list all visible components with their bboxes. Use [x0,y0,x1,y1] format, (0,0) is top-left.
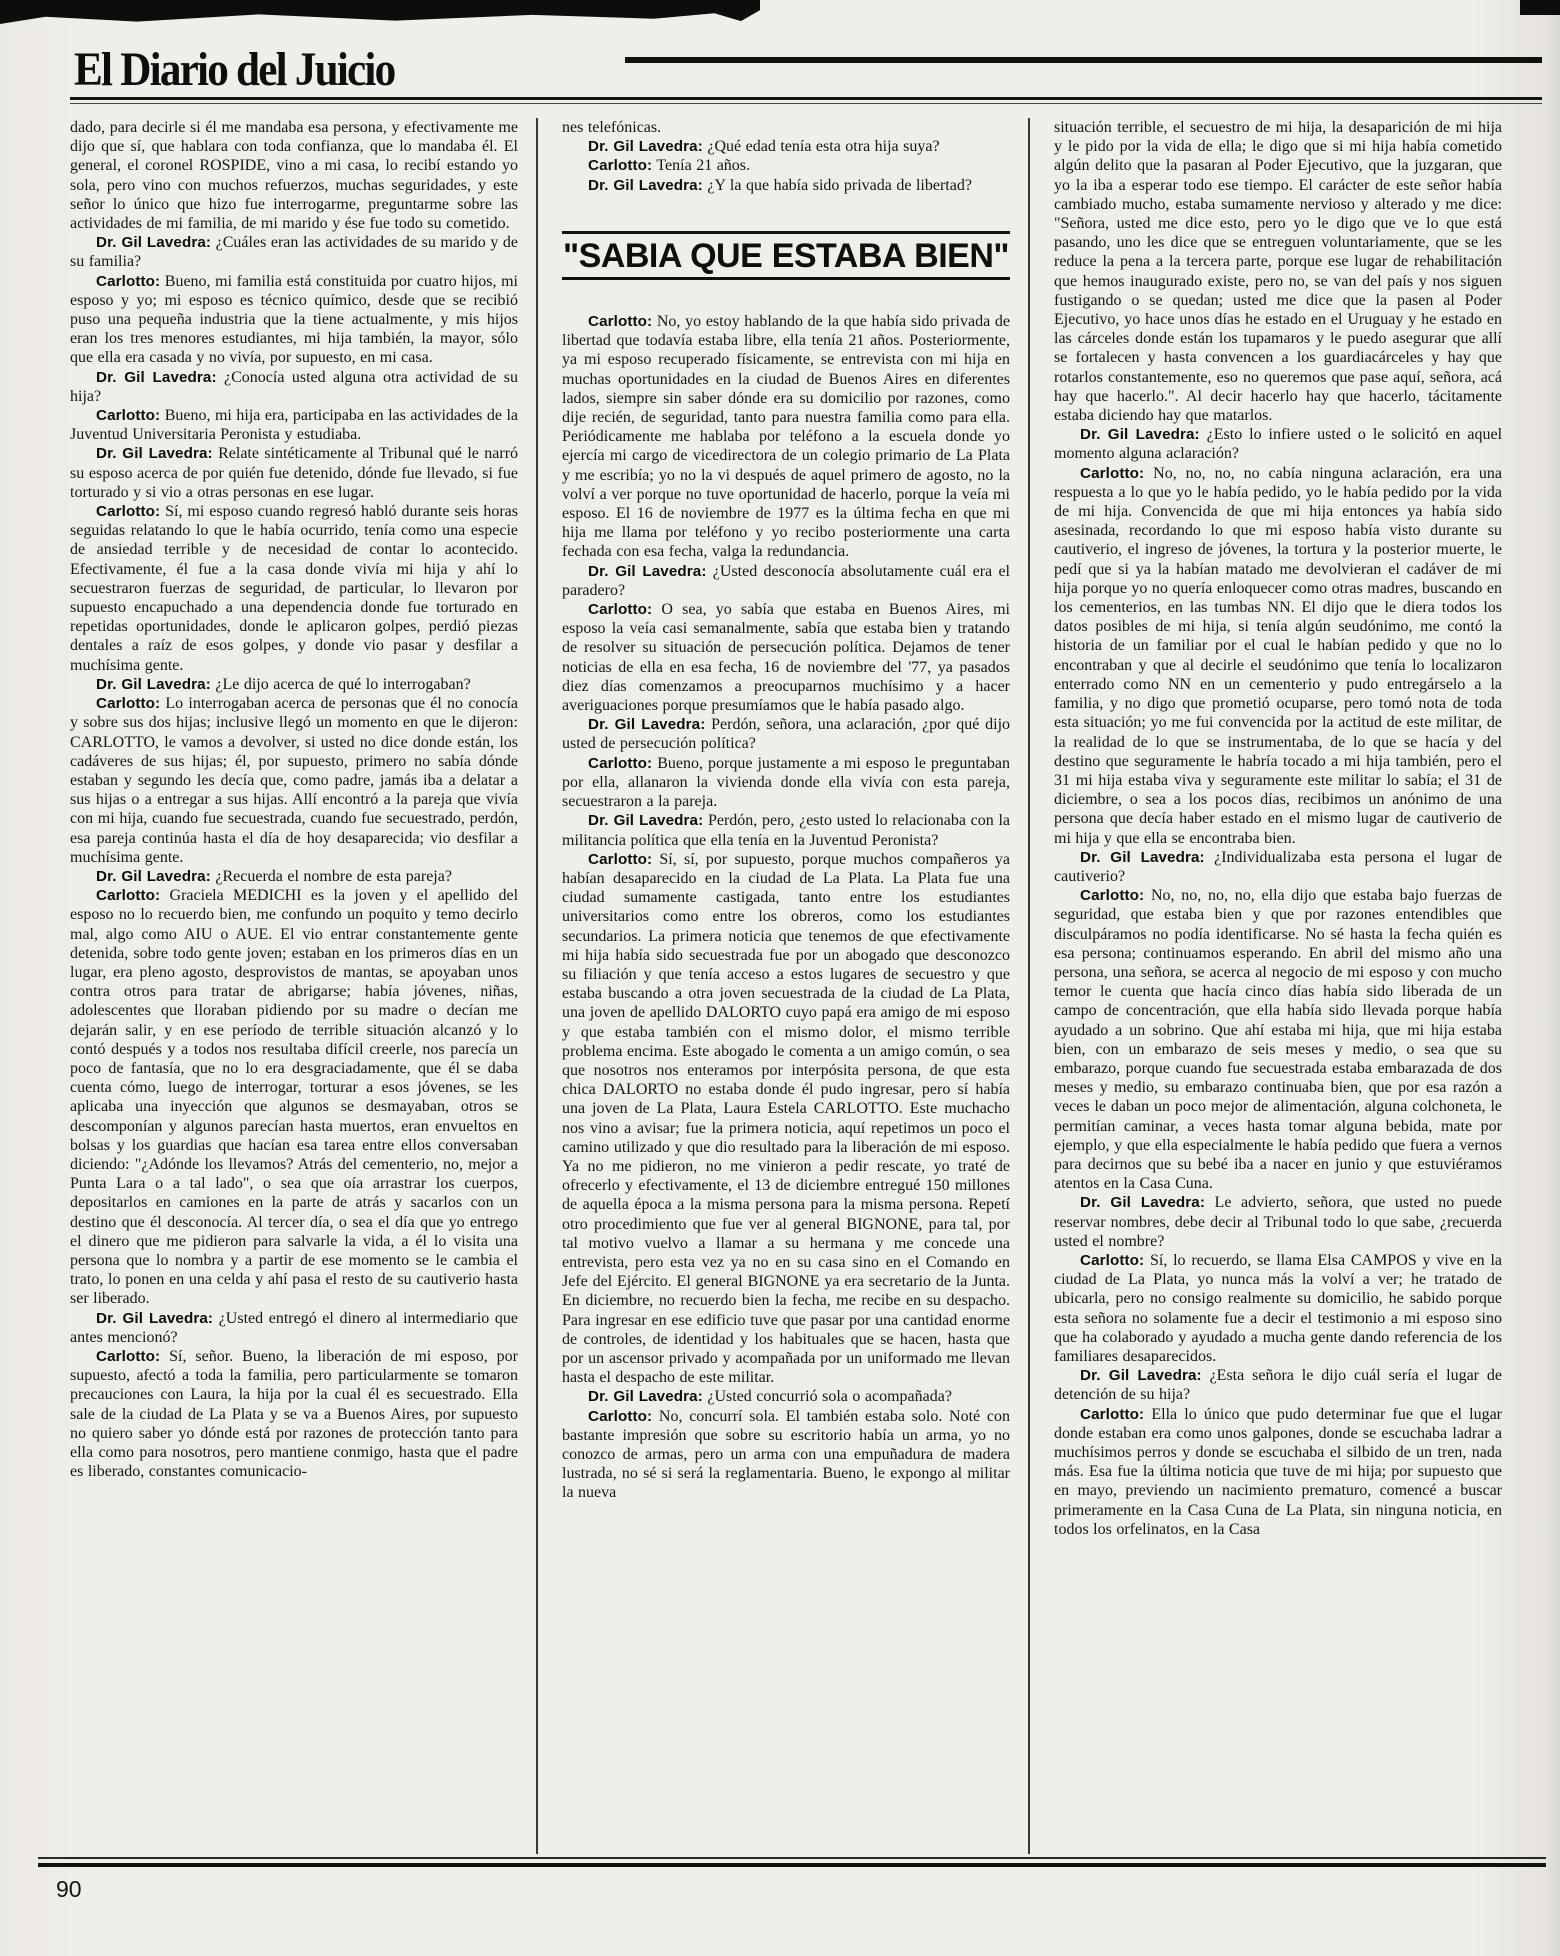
dialogue-paragraph [562,312,1010,562]
paragraph-text: ¿Usted desconocía absolutamente cuál era el paradero? [562,562,1010,599]
article-column-2 [562,118,1010,1860]
section-headline: "SABIA QUE ESTABA BIEN" [562,231,1010,280]
paragraph-text: Perdón, pero, ¿esto usted lo relacionaba con la militancia política que ella tenía en la Juventud Peronista? [562,812,1010,849]
paragraph-text: ¿Cuáles eran las actividades de su marido y de su familia? [70,234,518,271]
dialogue-paragraph [562,562,1010,600]
dialogue-paragraph [1054,1193,1502,1251]
paragraph-text: No, yo estoy hablando de la que había sido privada de libertad que todavía estaba libre, ella tenía 21 años. Posteriormente, ya mi esposo recuperado físicamente, se entrevista con mi hija en muchas oportunidades en la ciudad de Buenos Aires en diferentes lados, siempre sin saber dónde era su domicilio por razones, como dije recién, de seguridad, tanto para nuestra familia como para ella. Periódicamente me hablaba por teléfono a la escuela donde yo ejercía mi cargo de vicedirectora de un colegio primario de La Plata y me escribía; yo no la vi después de aquel primero de agosto, no la volví a ver porque no tuve oportunidad de hacerlo, porque la veía mi esposo. El 16 de noviembre de 1977 es la última fecha en que mi hija me llama por teléfono y yo recibo posteriormente una carta fechada con esa fecha, valga la redundancia. [562,313,1010,561]
paragraph-text: Bueno, mi familia está constituida por cuatro hijos, mi esposo y yo; mi esposo es técnico químico, desde que se recibió puso una pequeña industria que la tiene actualmente, y mis hijos eran los tres menores estudiantes, mi hija también, la mayor, sólo que ella era casada y no vivía, por supuesto, en mi casa. [70,272,518,367]
masthead-underline [70,97,1542,100]
paragraph-text: O sea, yo sabía que estaba en Buenos Aires, mi esposo la veía casi semanalmente, sabía que estaba bien y tratando de resolver su situación de persecución política. Dejamos de tener noticias de ella en esa fecha, 16 de noviembre del '77, ya pasados diez días comenzamos a preocuparnos muchísimo y a hacer averiguaciones porque presumíamos que le había pasado algo. [562,601,1010,715]
dialogue-paragraph [70,675,518,694]
speaker-label: Carlotto: [96,887,161,905]
dialogue-paragraph [70,406,518,444]
speaker-label: Dr. Gil Lavedra: [588,812,704,830]
speaker-label: Carlotto: [1080,1251,1145,1269]
dialogue-paragraph [70,368,518,406]
dialogue-paragraph [70,1347,518,1481]
masthead-underline-thin [70,103,1542,104]
scan-artifact-top-right-bar [1520,0,1560,15]
speaker-label: Dr. Gil Lavedra: [96,867,211,885]
paragraph-text: Sí, lo recuerdo, se llama Elsa CAMPOS y vive en la ciudad de La Plata, yo nunca más la volví a ver; he tratado de ubicarla, pero no consigo realmente su domicilio, he sabido porque esta señora no solamente fue a decir el testimonio a mi esposo sino que ha colaborado y ayudado a mucha gente dando referencia de los familiares desaparecidos. [1054,1251,1502,1365]
dialogue-paragraph [70,694,518,867]
speaker-label: Dr. Gil Lavedra: [1080,1367,1202,1385]
speaker-label: Carlotto: [96,1348,161,1365]
paragraph-text: Tenía 21 años. [656,157,751,175]
dialogue-paragraph [1054,425,1502,463]
dialogue-paragraph [562,1407,1010,1503]
dialogue-paragraph [562,600,1010,715]
dialogue-paragraph [562,811,1010,849]
paragraph-text: ¿Qué edad tenía esta otra hija suya? [707,138,940,156]
dialogue-paragraph [562,715,1010,753]
speaker-label: Carlotto: [96,272,161,290]
dialogue-paragraph [70,272,518,368]
speaker-label: Dr. Gil Lavedra: [588,716,706,734]
paragraph-text: ¿Individualizaba esta persona el lugar de cautiverio? [1054,848,1502,885]
paragraph-text: ¿Usted concurrió sola o acompañada? [707,1388,952,1406]
dialogue-paragraph [70,444,518,502]
dialogue-paragraph [1054,464,1502,848]
dialogue-paragraph [70,886,518,1308]
speaker-label: Dr. Gil Lavedra: [1080,426,1200,444]
paragraph-text: Ella lo único que pudo determinar fue que el lugar donde estaban era como unos galpones, donde se escuchaba ladrar a muchísimos perros y donde se escuchaba el silbido de un tren, nada más. Esa fue la última noticia que tuve de mi hija; por supuesto que en mayo, previendo un nacimiento prematuro, comencé a buscar primeramente en la Casa Cuna de La Plata, sin ninguna noticia, en todos los orfelinatos, en la Casa [1054,1405,1502,1538]
speaker-label: Carlotto: [96,407,161,425]
speaker-label: Carlotto: [96,695,161,713]
speaker-label: Dr. Gil Lavedra: [96,1309,214,1327]
speaker-label: Carlotto: [96,503,161,521]
paragraph-text: ¿Le dijo acerca de qué lo interrogaban? [215,675,471,693]
dialogue-paragraph [70,1309,518,1347]
dialogue-paragraph [1054,1405,1502,1539]
footer-rule-thick [38,1863,1546,1867]
paragraph-text: Bueno, mi hija era, participaba en las actividades de la Juventud Universitaria Peronista y estudiaba. [70,407,518,444]
speaker-label: Carlotto: [588,601,653,619]
paragraph-text: ¿Esta señora le dijo cuál sería el lugar de detención de su hija? [1054,1367,1502,1404]
footer-rule-thin [38,1857,1546,1859]
dialogue-paragraph [1054,848,1502,886]
body-paragraph [70,118,518,233]
speaker-label: Carlotto: [588,1407,653,1425]
dialogue-paragraph [70,502,518,675]
dialogue-paragraph [562,1387,1010,1406]
speaker-label: Carlotto: [588,157,653,175]
page-number: 90 [56,1876,82,1902]
paragraph-text: ¿Recuerda el nombre de esta pareja? [215,867,452,885]
speaker-label: Carlotto: [588,754,653,772]
paragraph-text: No, no, no, no cabía ninguna aclaración, era una respuesta a lo que yo le había pedido, yo le había pedido por la vida de mi hija. Convencida de que mi hija entonces ya había sido asesinada, recordando lo que mi esposo había visto durante su cautiverio, el ingreso de jóvenes, la tortura y la posterior muerte, le pedí que si ya la habían matado me devolvieran el cadáver de mi hija porque yo no quería enloquecer como otras madres, buscando en los cementerios, en las tumbas NN. El dijo que le diera todos los datos posibles de mi hija, si tenía algún seudónimo, me contó la historia de un familiar por el cual le habían pedido y que no lo encontraban y que al decirle el seudónimo que tenía lo localizaron enterrado como NN en un cementerio y pudo entregárselo a la familia, y no digo que prometió ocuparse, pero tomó nota de toda esta situación; yo me fui convencida por la actitud de este militar, de la realidad de lo que se instrumentaba, de lo que se hacía y del destino que seguramente le habría tocado a mi hija también, pero el 31 mi hija estaba viva y seguramente este militar lo sabía; el 31 de diciembre, o sea a los pocos días, recibimos un anónimo de una persona que decía haber estado en el mismo lugar de cautiverio de mi hija y que ella se encontraba bien. [1054,464,1502,847]
speaker-label: Dr. Gil Lavedra: [588,176,703,194]
speaker-label: Dr. Gil Lavedra: [1080,848,1205,866]
paragraph-text: situación terrible, el secuestro de mi hija, la desaparición de mi hija y le pido por la vida de ella; le digo que si mi hija había cometido algún delito que la pasaran al Poder Ejecutivo, que la juzgaran, que yo la iba a esperar todo ese tiempo. El carácter de este señor había cambiado mucho, estaba sumamente nervioso y alterado y me dice: "Señora, usted me dice esto, pero yo le digo que ve lo que está pasando, uno les dice que se entreguen voluntariamente, que se les reduce la pena a la tercera parte, porque ese lugar de rehabilitación que hemos inaugurado existe, pero no, se van del país y nos siguen fustigando o se quedan; usted me dice que la pasen al Poder Ejecutivo, yo hace unos días he estado en el Uruguay y he estado en las cárceles donde están los tupamaros y le puedo asegurar que allí se fortalecen y hasta convencen a los guardiacárceles y hay que rotarlos constantemente, eso no queremos que pase aquí, señora, acá hay que hacerlo.". Al decir hacerlo hay que hacerlo, tácitamente estaba diciendo hay que matarlos. [1054,119,1502,425]
speaker-label: Dr. Gil Lavedra: [96,675,211,693]
paragraph-text: ¿Y la que había sido privada de libertad? [707,176,972,194]
paragraph-text: Bueno, porque justamente a mi esposo le preguntaban por ella, allanaron la vivienda donde ella vivía con esta pareja, secuestraron a la pareja. [562,754,1010,811]
article-column-3 [1054,118,1502,1860]
speaker-label: Dr. Gil Lavedra: [96,445,213,463]
dialogue-paragraph [562,176,1010,195]
paragraph-text: ¿Esto lo infiere usted o le solicitó en aquel momento alguna aclaración? [1054,426,1502,463]
paragraph-text: Sí, mi esposo cuando regresó habló durante seis horas seguidas relatando lo que le había ocurrido, tenía como una especie de ansiedad terrible y de necesidad de contar lo acontecido. Efectivamente, él fue a la casa donde vivía mi hija y ahí lo secuestraron fuerzas de seguridad, de particular, lo llevaron por supuesto encapuchado a una dependencia donde fue torturado en repetidas oportunidades, donde le aplicaron golpes, perdió piezas dentales a raíz de esos golpes, y donde vio pasar y desfilar a muchísima gente. [70,503,518,674]
dialogue-paragraph [562,156,1010,175]
speaker-label: Dr. Gil Lavedra: [1080,1194,1205,1212]
dialogue-paragraph [1054,1251,1502,1366]
paragraph-text: Sí, señor. Bueno, la liberación de mi esposo, por supuesto, afectó a toda la familia, pero particularmente se tomaron precauciones con Laura, la hija por la cual él es secuestrado. Ella sale de la ciudad de La Plata y se va a Buenos Aires, por supuesto no quiero saber yo dónde está por razones de protección tanto para ella como para nosotros, pero mantiene conmigo, hasta que el padre es liberado, constantes comunicacio- [70,1348,518,1481]
speaker-label: Dr. Gil Lavedra: [96,368,217,386]
paragraph-text: Perdón, señora, una aclaración, ¿por qué dijo usted de persecución política? [562,716,1010,753]
speaker-label: Dr. Gil Lavedra: [96,234,212,252]
dialogue-paragraph [562,137,1010,156]
speaker-label: Dr. Gil Lavedra: [588,138,703,156]
dialogue-paragraph [1054,886,1502,1193]
column-divider [1028,118,1030,1854]
column-divider [536,118,538,1854]
paragraph-text: Sí, sí, por supuesto, porque muchos compañeros ya habían desaparecido en la ciudad de La Plata. La Plata fue una ciudad sumamente castigada, tanto entre los estudiantes universitarios como entre los obreros, como los estudiantes secundarios. La primera noticia que tenemos de que efectivamente mi hija había sido secuestrada fue por un abogado que desconozco su filiación y que tenía acceso a estos lugares de secuestro y que estaba buscando a otra joven secuestrada de la ciudad de La Plata, una joven de apellido DALORTO cuyo papá era amigo de mi esposo y que estaba también con el mismo dolor, el mismo terrible problema encima. Este abogado le comenta a un amigo común, o sea que nosotros nos enteramos por interpósita persona, de que esta chica DALORTO no estaba donde él pudo ingresar, pero sí había una joven de La Plata, Laura Estela CARLOTTO. Este muchacho nos vino a avisar; fue la primera noticia, aquí repetimos un poco el camino utilizado y que dio resultado para la liberación de mi esposo. Ya no me pidieron, no me vinieron a pedir rescate, yo traté de ofrecerlo y efectivamente, el 13 de diciembre entregué 150 millones de aquella época a la misma persona para la misma persona. Repetí otro procedimiento que fue ver al general BIGNONE, para tal, por tal motivo vuelvo a llamar a su hermana y me concede una entrevista, pero esta vez ya no en su casa sino en el Comando en Jefe del Ejército. El general BIGNONE ya era secretario de la Junta. En diciembre, no recuerdo bien la fecha, me recibe en su despacho. Para ingresar en ese edificio tuve que pasar por una cantidad enorme de controles, de identidad y los habituales que se hacen, hasta que por un ascensor privado y acompañada por un uniformado me llevan hasta el despacho de este militar. [562,850,1010,1387]
paragraph-text: Graciela MEDICHI es la joven y el apellido del esposo no lo recuerdo bien, me confundo un poquito y temo decirlo mal, algo como AIU o AUE. El vio entrar constantemente gente detenida, sobre todo gente joven; estaban en los primeros días en un lugar, era pleno agosto, desprovistos de mantas, se apoyaban unos contra otros para tratar de abrigarse; había jóvenes, niñas, adolescentes que lloraban pidiendo por su madre o decían me dejarán salir, y en ese período de terrible situación alcanzó y lo contó después y a todos nos resultaba difícil creerle, nos parecía un poco de fantasía, que no lo era desgraciadamente, que él se daba cuenta cómo, luego de interrogar, torturar a esos jóvenes, se les aplicaba una inyección que algunos se desmayaban, otros se descomponían y algunos parecían hasta muertos, eran envueltos en bolsas y los guardias que hacían esa tarea entre ellos conversaban diciendo: "¿Adónde los llevamos? Atrás del cementerio, no, mejor a Punta Lara o a tal lado", o sea que oía arrastrar los cuerpos, depositarlos en camiones en la parte de atrás y sacarlos con un destino que él desconocía. Al tercer día, o sea el día que yo entrego el dinero que me pidieron para salvarle la vida, a él lo visita una persona que lo nombra y a partir de ese momento se le cambia el trato, lo ponen en una celda y ahí pasa el resto de su cautiverio hasta ser liberado. [70,887,518,1308]
dialogue-paragraph [70,867,518,886]
paragraph-text: No, no, no, no, ella dijo que estaba bajo fuerzas de seguridad, que estaba bien y que por razones entendibles que disculpáramos no podía identificarse. No sé hasta la fecha quién es esa persona; continuamos esperando. En abril del mismo año una persona, una señora, se acerca al negocio de mi esposo y con mucho temor le cuenta que hacía cinco días había sido liberada de un campo de concentración, que ella había sido llevada porque había ayudado a un sobrino. Que ahí estaba mi hija, que mi hija estaba bien, con un embarazo de seis meses y medio, o sea que su embarazo, porque cuando fue secuestrada estaba embarazada de dos meses y medio, su embarazo continuaba bien, que por esa razón a veces le daban un poco mejor de alimentación, alguna colchoneta, le permitían caminar, a veces hasta tomar alguna bebida, mate por ejemplo, y que ella especialmente le había pedido que fuera a vernos para decirnos que su bebé iba a nacer en junio y que estuviéramos atentos en la Casa Cuna. [1054,887,1502,1193]
speaker-label: Dr. Gil Lavedra: [588,1388,703,1406]
speaker-label: Carlotto: [1080,464,1145,482]
paragraph-text: ¿Usted entregó el dinero al intermediario que antes mencionó? [70,1309,518,1346]
speaker-label: Carlotto: [1080,887,1145,905]
newspaper-masthead: El Diario del Juicio [74,43,395,96]
body-paragraph [1054,118,1502,425]
dialogue-paragraph [562,850,1010,1388]
speaker-label: Carlotto: [1080,1405,1145,1423]
speaker-label: Dr. Gil Lavedra: [588,562,707,580]
dialogue-paragraph [1054,1366,1502,1404]
speaker-label: Carlotto: [588,850,653,868]
speaker-label: Carlotto: [588,313,653,331]
paragraph-text: Lo interrogaban acerca de personas que él no conocía y sobre sus dos hijas; inclusive llegó un momento en que le dijeron: CARLOTTO, le vamos a devolver, si usted no dice donde están, los cadáveres de sus hijas; él, por supuesto, primero no sabía dónde estaban y segundo les decía que, como padre, jamás iba a delatar a sus hijas o a entregar a sus hijas. Allí encontró a la pareja que vivía con mi hija, cuando fue secuestrada, cuando fue secuestrado, perdón, esa pareja continúa hasta el día de hoy desaparecida; vio desfilar a muchísima gente. [70,695,518,866]
paragraph-text: ¿Conocía usted alguna otra actividad de su hija? [70,368,518,405]
article-column-1 [70,118,518,1860]
masthead-rule [625,57,1542,63]
dialogue-paragraph [562,754,1010,812]
paragraph-text: Relate sintéticamente al Tribunal qué le narró su esposo acerca de por quién fue detenido, dónde fue llevado, si fue torturado y si vio a otras personas en ese lugar. [70,445,518,501]
paragraph-text: dado, para decirle si él me mandaba esa persona, y efectivamente me dijo que sí, que hablara con toda confianza, que lo mandaba él. El general, el coronel ROSPIDE, vino a mi casa, lo recibí estando yo sola, pero vino con muchos refuerzos, muchas seguridades, y este señor lo único que hizo fue interrogarme, preguntarme sobre las actividades de mi familia, de mi marido y ése fue todo su cometido. [70,119,518,233]
article-columns [70,118,1502,1860]
scan-artifact-top-left-bar [0,0,760,24]
paragraph-text: Le advierto, señora, que usted no puede reservar nombres, debe decir al Tribunal todo lo que sabe, ¿recuerda usted el nombre? [1054,1194,1502,1250]
paragraph-text: No, concurrí sola. El también estaba solo. Noté con bastante impresión que sobre su escritorio había un arma, yo no conozco de armas, pero un arma con una empuñadura de madera lustrada, no sé si será la reglamentaria. Bueno, le expongo al militar la nueva [562,1407,1010,1502]
paragraph-text: nes telefónicas. [562,119,662,136]
body-paragraph [562,118,1010,137]
dialogue-paragraph [70,233,518,271]
